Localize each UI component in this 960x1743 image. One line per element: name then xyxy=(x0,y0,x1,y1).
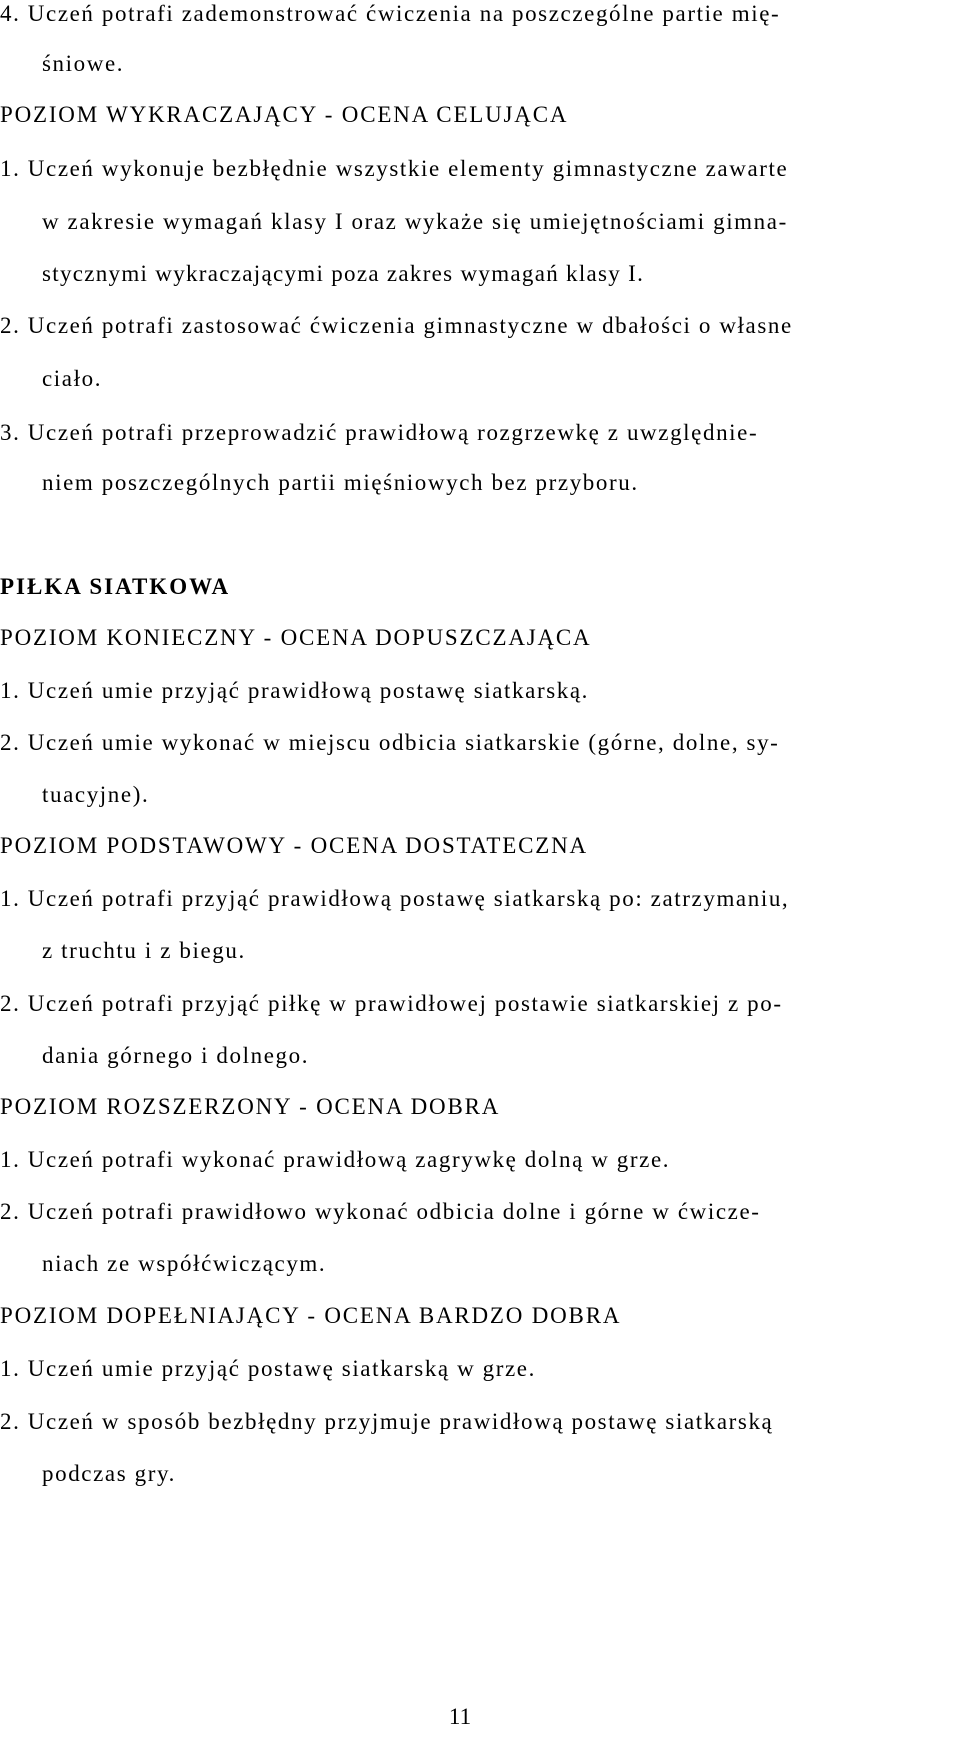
celujaca-item-1-line-1: 1. Uczeń wykonuje bezbłędnie wszystkie elementy gimnastyczne zawarte xyxy=(0,156,789,181)
criterion-4-line-1: 4. Uczeń potrafi zademonstrować ćwiczenia na poszczególne partie mię- xyxy=(0,1,781,26)
dopuszczajaca-item-2-line-2: tuacyjne). xyxy=(42,782,150,807)
celujaca-item-2-line-1: 2. Uczeń potrafi zastosować ćwiczenia gimnastyczne w dbałości o własne xyxy=(0,313,793,338)
dopuszczajaca-item-2-line-1: 2. Uczeń umie wykonać w miejscu odbicia siatkarskie (górne, dolne, sy- xyxy=(0,730,780,755)
bardzo-dobra-item-2-line-2: podczas gry. xyxy=(42,1461,176,1486)
criterion-4-line-2: śniowe. xyxy=(42,51,125,76)
celujaca-item-3-line-2: niem poszczególnych partii mięśniowych bez przyboru. xyxy=(42,470,639,495)
dostateczna-item-2-line-2: dania górnego i dolnego. xyxy=(42,1043,310,1068)
bardzo-dobra-item-2-line-1: 2. Uczeń w sposób bezbłędny przyjmuje prawidłową postawę siatkarską xyxy=(0,1409,774,1434)
dobra-item-1: 1. Uczeń potrafi wykonać prawidłową zagrywkę dolną w grze. xyxy=(0,1147,671,1172)
level-heading-dopuszczajaca: POZIOM KONIECZNY - OCENA DOPUSZCZAJĄCA xyxy=(0,625,592,650)
bardzo-dobra-item-1: 1. Uczeń umie przyjąć postawę siatkarską w grze. xyxy=(0,1356,536,1381)
page-number: 11 xyxy=(448,1704,472,1729)
dostateczna-item-1-line-1: 1. Uczeń potrafi przyjąć prawidłową postawę siatkarską po: zatrzymaniu, xyxy=(0,886,790,911)
celujaca-item-3-line-1: 3. Uczeń potrafi przeprowadzić prawidłową rozgrzewkę z uwzględnie- xyxy=(0,420,759,445)
celujaca-item-2-line-2: ciało. xyxy=(42,366,103,391)
level-heading-celujaca: POZIOM WYKRACZAJĄCY - OCENA CELUJĄCA xyxy=(0,102,569,127)
dostateczna-item-1-line-2: z truchtu i z biegu. xyxy=(42,938,246,963)
dobra-item-2-line-1: 2. Uczeń potrafi prawidłowo wykonać odbicia dolne i górne w ćwicze- xyxy=(0,1199,761,1224)
celujaca-item-1-line-2: w zakresie wymagań klasy I oraz wykaże się umiejętnościami gimna- xyxy=(42,209,788,234)
dopuszczajaca-item-1: 1. Uczeń umie przyjąć prawidłową postawę siatkarską. xyxy=(0,678,590,703)
level-heading-dostateczna: POZIOM PODSTAWOWY - OCENA DOSTATECZNA xyxy=(0,833,588,858)
dostateczna-item-2-line-1: 2. Uczeń potrafi przyjąć piłkę w prawidłowej postawie siatkarskiej z po- xyxy=(0,991,783,1016)
dobra-item-2-line-2: niach ze współćwiczącym. xyxy=(42,1251,327,1276)
section-title-pilka-siatkowa: PIŁKA SIATKOWA xyxy=(0,574,231,599)
level-heading-dobra: POZIOM ROZSZERZONY - OCENA DOBRA xyxy=(0,1094,501,1119)
celujaca-item-1-line-3: stycznymi wykraczającymi poza zakres wymagań klasy I. xyxy=(42,261,645,286)
level-heading-bardzo-dobra: POZIOM DOPEŁNIAJĄCY - OCENA BARDZO DOBRA xyxy=(0,1303,622,1328)
